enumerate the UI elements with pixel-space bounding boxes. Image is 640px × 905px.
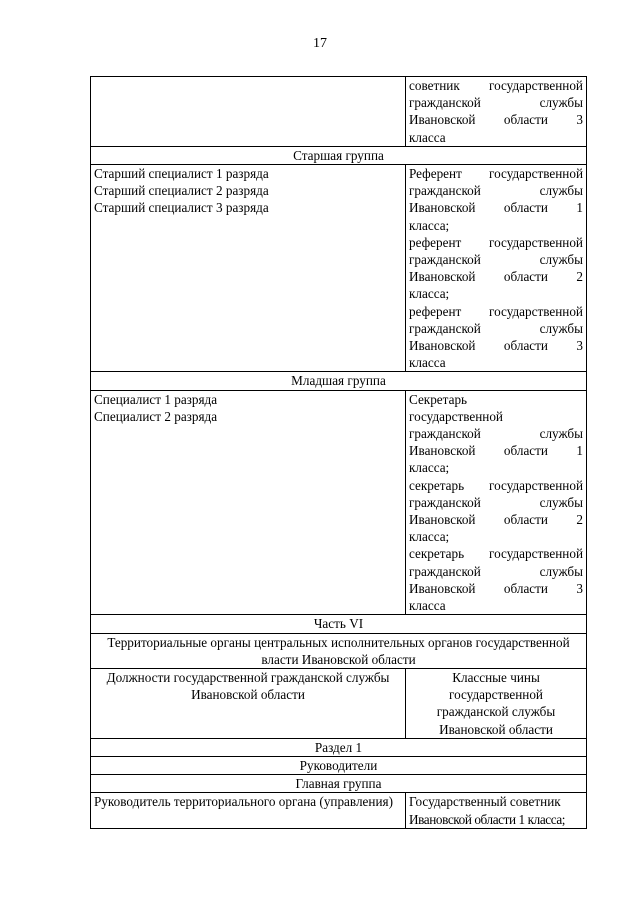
rank-line: класса bbox=[409, 129, 446, 145]
position-line: Специалист 1 разряда bbox=[94, 391, 218, 407]
part-subtitle-row bbox=[91, 633, 587, 668]
column-header-row bbox=[91, 668, 587, 738]
rank-line: Ивановской области 3 bbox=[409, 338, 583, 354]
header-positions: Должности государственной гражданской службы Ивановской области bbox=[91, 668, 406, 738]
ranks-table bbox=[90, 76, 587, 829]
main-group-title: Главная группа bbox=[91, 775, 587, 793]
rank-line: класса; bbox=[409, 286, 450, 302]
rank-cell bbox=[406, 165, 587, 372]
group-heading-row bbox=[91, 775, 587, 793]
position-line: Специалист 2 разряда bbox=[94, 408, 218, 424]
position-cell: Руководитель территориального органа (управления) bbox=[91, 793, 406, 828]
table-row bbox=[91, 793, 587, 828]
table-row bbox=[91, 165, 587, 372]
rank-line: Ивановской области 2 bbox=[409, 512, 583, 528]
section-heading-row bbox=[91, 738, 587, 756]
rank-line: Государственный советник bbox=[409, 794, 561, 810]
junior-group-title: Младшая группа bbox=[91, 372, 587, 390]
position-cell bbox=[91, 165, 406, 372]
senior-group-title: Старшая группа bbox=[91, 146, 587, 164]
rank-line: государственной bbox=[409, 408, 503, 424]
rank-line: гражданской службы bbox=[409, 95, 583, 111]
rank-line: референт государственной bbox=[409, 234, 583, 250]
rank-line: гражданской службы bbox=[409, 426, 583, 442]
rank-line: класса bbox=[409, 598, 446, 614]
section-subtitle-row bbox=[91, 756, 587, 774]
group-heading-row bbox=[91, 146, 587, 164]
header-ranks: Классные чины государственной гражданской службы Ивановской области bbox=[406, 668, 587, 738]
rank-cell bbox=[406, 390, 587, 615]
rank-line: Ивановской области 1 класса; bbox=[409, 811, 566, 827]
group-heading-row bbox=[91, 372, 587, 390]
position-cell bbox=[91, 77, 406, 147]
position-line: Старший специалист 1 разряда bbox=[94, 166, 269, 182]
rank-line: Ивановской области 3 bbox=[409, 580, 583, 596]
part-heading-row bbox=[91, 615, 587, 633]
section-subtitle: Руководители bbox=[91, 756, 587, 774]
rank-line: гражданской службы bbox=[409, 183, 583, 199]
page-number: 17 bbox=[313, 36, 327, 51]
rank-line: Референт государственной bbox=[409, 166, 583, 182]
rank-line: гражданской службы bbox=[409, 494, 583, 510]
part-subtitle: Территориальные органы центральных исполнительных органов государственной власти Ивановской области bbox=[91, 633, 587, 668]
rank-line: Ивановской области 3 bbox=[409, 112, 583, 128]
rank-line: гражданской службы bbox=[409, 563, 583, 579]
rank-line: Ивановской области 1 bbox=[409, 200, 583, 216]
rank-line: секретарь государственной bbox=[409, 477, 583, 493]
table-row bbox=[91, 77, 587, 147]
rank-line: класса; bbox=[409, 529, 450, 545]
rank-line: Ивановской области 1 bbox=[409, 443, 583, 459]
rank-line: советник государственной bbox=[409, 78, 583, 93]
rank-line: секретарь государственной bbox=[409, 546, 583, 562]
rank-line: Секретарь bbox=[409, 391, 468, 407]
rank-cell bbox=[406, 77, 587, 147]
rank-line: класса; bbox=[409, 460, 450, 476]
part-title: Часть VI bbox=[91, 615, 587, 633]
rank-line: Ивановской области 2 bbox=[409, 269, 583, 285]
position-cell bbox=[91, 390, 406, 615]
rank-line: класса; bbox=[409, 217, 450, 233]
rank-line: класса bbox=[409, 355, 446, 371]
rank-line: гражданской службы bbox=[409, 320, 583, 336]
position-line: Старший специалист 3 разряда bbox=[94, 200, 269, 216]
table-row bbox=[91, 390, 587, 615]
rank-line: референт государственной bbox=[409, 303, 583, 319]
section-title: Раздел 1 bbox=[91, 738, 587, 756]
position-line: Старший специалист 2 разряда bbox=[94, 183, 269, 199]
rank-cell bbox=[406, 793, 587, 828]
rank-line: гражданской службы bbox=[409, 252, 583, 268]
